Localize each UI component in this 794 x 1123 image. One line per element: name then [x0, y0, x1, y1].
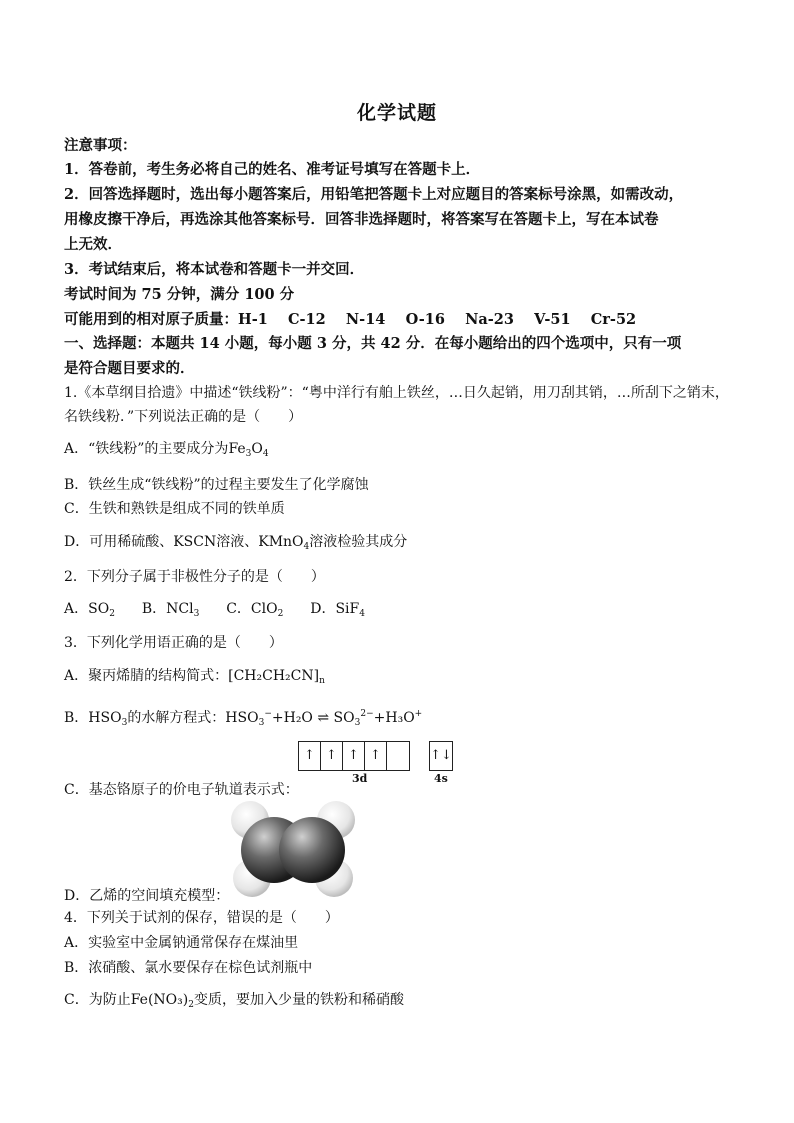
- q3-option-b-arrow: ⇌: [317, 710, 330, 726]
- q1-option-a-text: A．“铁线粉”的主要成分为: [64, 441, 229, 457]
- orbital-4s-box: ↑↓: [430, 748, 452, 763]
- notice-item-2-line-3: 上无效．: [64, 236, 122, 253]
- q2-options: [64, 598, 365, 619]
- q4-option-c-pre: C．为防止: [64, 992, 131, 1008]
- exam-time: 考试时间为 75 分钟，满分 100 分: [64, 286, 295, 303]
- q1-option-a-sub-4: 4: [262, 449, 269, 459]
- q1-option-d: [64, 531, 407, 552]
- orbital-4s: [429, 741, 453, 771]
- ethylene-space-filling-model: [228, 798, 358, 898]
- atomic-masses-line: [64, 308, 636, 329]
- q3-option-b-rhs: SO: [333, 710, 355, 726]
- q4-option-c-sub: 2: [188, 1000, 194, 1010]
- atomic-masses-label: 可能用到的相对原子质量：: [64, 311, 238, 328]
- orbital-3d-box: [387, 742, 409, 770]
- q4-option-a: A．实验室中金属钠通常保存在煤油里: [64, 935, 299, 951]
- orbital-3d-box: ↑: [321, 742, 343, 770]
- q1-option-a: [64, 438, 269, 459]
- q3-option-b-text: B．HSO: [64, 710, 122, 726]
- q2-option-b-sub: 3: [193, 609, 200, 619]
- q3-option-b-sub3: 3: [354, 718, 361, 728]
- section-1-line-1: 一、选择题：本题共 14 小题，每小题 3 分，共 42 分．在每小题给出的四个选项中，只有一项: [64, 335, 682, 352]
- q1-option-c: C．生铁和熟铁是组成不同的铁单质: [64, 501, 285, 517]
- q3-option-b: [64, 707, 422, 728]
- notice-item-3: 3．考试结束后，将本试卷和答题卡一并交回．: [64, 261, 365, 278]
- q3-option-b-sub2: 3: [258, 718, 265, 728]
- q4-option-c: [64, 989, 404, 1010]
- q3-option-a: [64, 665, 325, 686]
- orbital-3d-box: ↑: [299, 742, 321, 770]
- q1-option-a-fe: Fe: [228, 441, 246, 457]
- q4-option-c-formula: Fe(NO₃): [130, 992, 189, 1008]
- q3-option-c: C．基态铬原子的价电子轨道表示式：: [64, 782, 299, 798]
- orbital-3d: [298, 741, 410, 771]
- atomic-masses-values: H-1 C-12 N-14 O-16 Na-23 V-51 Cr-52: [238, 311, 637, 328]
- notice-item-1: 1．答卷前，考生务必将自己的姓名、准考证号填写在答题卡上．: [64, 161, 481, 178]
- q2-stem: 2．下列分子属于非极性分子的是（ ）: [64, 569, 325, 585]
- page-title: 化学试题: [356, 102, 437, 124]
- q2-option-b: B．NCl: [141, 601, 194, 617]
- q1-stem-line-1: 1.《本草纲目拾遗》中描述“铁线粉”：“粤中洋行有舶上铁丝，…日久起销，用刀刮其销，…所刮下之销末，: [64, 385, 729, 401]
- orbital-3d-box: ↑: [343, 742, 365, 770]
- q1-option-b: B．铁丝生成“铁线粉”的过程主要发生了化学腐蚀: [64, 477, 369, 493]
- q3-option-a-text: A．聚丙烯腈的结构简式：: [64, 668, 229, 684]
- q4-option-c-post: 变质，要加入少量的铁粉和稀硝酸: [193, 992, 404, 1008]
- notice-heading: 注意事项：: [64, 137, 137, 154]
- q3-option-b-sup3: 2−: [360, 709, 374, 719]
- orbital-4s-label: 4s: [434, 772, 448, 785]
- q2-option-d-sub: 4: [359, 609, 365, 619]
- q1-option-d-sub: 4: [303, 542, 310, 552]
- q2-option-a: A．SO: [64, 601, 110, 617]
- q3-option-d: D．乙烯的空间填充模型：: [64, 888, 230, 904]
- q2-option-c: C．ClO: [226, 601, 278, 617]
- q1-option-a-sub-3: 3: [245, 449, 252, 459]
- q2-option-a-sub: 2: [109, 609, 115, 619]
- orbital-3d-label: 3d: [352, 772, 368, 785]
- q3-option-a-formula: [CH₂CH₂CN]: [228, 668, 320, 684]
- notice-item-2-line-1: 2．回答选择题时，选出每小题答案后，用铅笔把答题卡上对应题目的答案标号涂黑，如需改动，: [64, 186, 684, 203]
- q4-option-b: B．浓硝酸、氯水要保存在棕色试剂瓶中: [64, 960, 313, 976]
- notice-item-2-line-2: 用橡皮擦干净后，再选涂其他答案标号．回答非选择题时，将答案写在答题卡上，写在本试卷: [64, 211, 659, 228]
- q3-option-b-sup4: +: [414, 709, 423, 719]
- q3-option-a-n: n: [319, 676, 325, 686]
- q3-option-b-mid: 的水解方程式：HSO: [127, 710, 259, 726]
- q2-option-c-sub: 2: [277, 609, 284, 619]
- q3-option-b-sup2: −: [264, 709, 272, 719]
- q1-stem-line-2: 名铁线粉．”下列说法正确的是（ ）: [64, 409, 303, 425]
- q3-option-b-water: +H₂O: [271, 710, 313, 726]
- orbital-3d-box: ↑: [365, 742, 387, 770]
- q1-option-d-pre: D．可用稀硫酸、KSCN溶液、KMnO: [64, 534, 304, 550]
- q2-option-d: D．SiF: [310, 601, 360, 617]
- q1-option-a-o: O: [251, 441, 263, 457]
- q4-stem: 4．下列关于试剂的保存，错误的是（ ）: [64, 910, 339, 926]
- q1-option-d-post: 溶液检验其成分: [309, 534, 408, 550]
- q3-stem: 3．下列化学用语正确的是（ ）: [64, 635, 283, 651]
- section-1-line-2: 是符合题目要求的．: [64, 360, 195, 377]
- q3-option-b-sub1: 3: [121, 718, 128, 728]
- q3-option-b-rhs2: +H₃O: [373, 710, 415, 726]
